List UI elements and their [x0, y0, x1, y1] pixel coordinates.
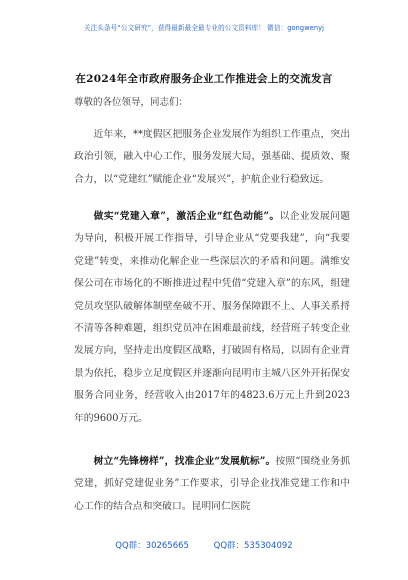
paragraph-intro — [74, 124, 350, 191]
paragraph-party-charter — [74, 206, 350, 430]
paragraph-vanguard-model — [74, 451, 350, 518]
paragraph-vanguard-model-heading: 树立“先锋榜样”，找准企业“发展航标”。 — [93, 456, 276, 467]
paragraph-party-charter-heading: 做实“党建入章”，激活企业“红色动能”。 — [93, 211, 280, 222]
qq-group-2: QQ群：535304092 — [213, 541, 293, 551]
paragraph-party-charter-text: 以企业发展问题为导向，积极开展工作指导，引导企业从“党要我建”，向“我要党建”转变，来推动化解企业一些深层次的矛盾和问题。满维安保公司在市场化的不断推进过程中凭借“党建入章”的东风，组建党员攻坚队破解体制壁垒破不开、服务保障跟不上、人事关系捋不清等各种难题，组织党员冲在困难最前线，经营班子转变企业发展方向，坚持走出度假区战略，打破固有格局，以固有企业背景为依托，稳步立足度假区并逐渐向昆明市主城八区外开拓保安服务合同业务，经营收入由2017年的4823.6万元上升到2023年的9600万元。 — [74, 211, 350, 424]
salutation: 尊敬的各位领导，同志们： — [74, 97, 189, 108]
qq-group-1: QQ群：30265665 — [115, 541, 189, 551]
paragraph-intro-text: 近年来，**度假区把服务企业发展作为组织工作重点，突出政治引领，融入中心工作，服务发展大局，强基础、提质效、聚合力，以“党建红”赋能企业“发展兴”，护航企业行稳致远。 — [74, 129, 350, 185]
document-title: 在2024年全市政府服务企业工作推进会上的交流发言 — [75, 73, 333, 85]
footer-qq-groups — [0, 539, 408, 551]
top-banner: 关注头条号“公文研究”，获得最新最全最专业的公文资料库！ 微信：gongwenyj — [83, 24, 325, 32]
paragraph-vanguard-model-text: 按照“围绕业务抓党建，抓好党建促业务”工作要求，引导企业找准党建工作和中心工作的结合点和突破口。昆明同仁医院 — [74, 456, 350, 512]
